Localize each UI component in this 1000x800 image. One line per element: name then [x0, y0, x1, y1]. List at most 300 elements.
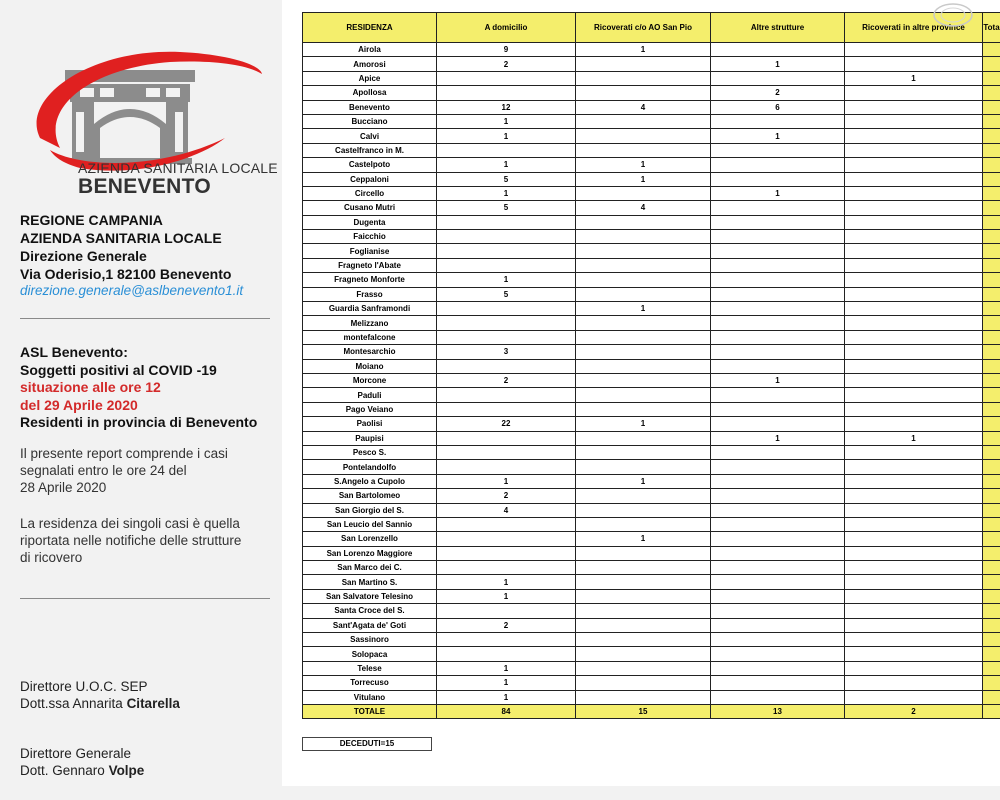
cell-value	[576, 517, 711, 531]
cell-value	[711, 503, 845, 517]
totale-value: 13	[711, 704, 845, 718]
cell-residenza: Solopaca	[303, 647, 437, 661]
table-row	[303, 546, 1000, 560]
table-row	[303, 230, 1000, 244]
cell-value	[437, 561, 576, 575]
cell-value	[845, 474, 983, 488]
cell-total	[983, 244, 1000, 258]
cell-total	[983, 575, 1000, 589]
cell-total	[983, 460, 1000, 474]
cell-value	[845, 158, 983, 172]
cell-value	[711, 287, 845, 301]
cell-value	[845, 532, 983, 546]
cell-residenza: San Leucio del Sannio	[303, 517, 437, 531]
cell-total	[983, 57, 1000, 71]
cell-value	[711, 201, 845, 215]
cell-total	[983, 172, 1000, 186]
cell-residenza: Frasso	[303, 287, 437, 301]
cell-value	[576, 86, 711, 100]
cell-value	[576, 618, 711, 632]
cell-total	[983, 287, 1000, 301]
cell-value	[711, 402, 845, 416]
cell-total	[983, 215, 1000, 229]
cell-value	[576, 690, 711, 704]
table-row	[303, 417, 1000, 431]
cell-value: 5	[437, 172, 576, 186]
cell-value: 5	[437, 287, 576, 301]
cell-value	[711, 690, 845, 704]
totale-label: TOTALE	[303, 704, 437, 718]
cell-residenza: Faicchio	[303, 230, 437, 244]
table-row	[303, 100, 1000, 114]
cell-value	[845, 661, 983, 675]
cell-value	[437, 460, 576, 474]
cell-value	[845, 690, 983, 704]
cell-value	[711, 460, 845, 474]
cell-value: 1	[711, 186, 845, 200]
cell-residenza: Sant'Agata de' Goti	[303, 618, 437, 632]
table-row	[303, 359, 1000, 373]
cell-value	[845, 100, 983, 114]
table-row	[303, 633, 1000, 647]
note2-line1: La residenza dei singoli casi è quella	[20, 516, 240, 531]
cell-residenza: Montesarchio	[303, 345, 437, 359]
cell-value	[711, 589, 845, 603]
table-row	[303, 302, 1000, 316]
cell-total	[983, 359, 1000, 373]
note2-line3: di ricovero	[20, 550, 83, 565]
cell-total	[983, 129, 1000, 143]
table-row	[303, 143, 1000, 157]
table-row	[303, 345, 1000, 359]
table-row	[303, 215, 1000, 229]
cell-residenza: Calvi	[303, 129, 437, 143]
cell-value: 1	[437, 589, 576, 603]
deceduti-box: DECEDUTI=15	[302, 737, 432, 751]
cell-value	[711, 661, 845, 675]
cell-value	[845, 172, 983, 186]
table-row	[303, 618, 1000, 632]
cell-total	[983, 604, 1000, 618]
cell-value	[576, 244, 711, 258]
cell-value: 1	[576, 474, 711, 488]
cell-total	[983, 647, 1000, 661]
cell-value: 1	[576, 532, 711, 546]
cell-value: 4	[576, 100, 711, 114]
cell-total	[983, 71, 1000, 85]
table-row	[303, 604, 1000, 618]
cell-value: 1	[845, 431, 983, 445]
cell-value	[576, 460, 711, 474]
cell-total	[983, 316, 1000, 330]
cell-value: 1	[711, 431, 845, 445]
cell-value	[576, 273, 711, 287]
cell-total	[983, 330, 1000, 344]
table-row	[303, 57, 1000, 71]
cell-value: 1	[437, 273, 576, 287]
report-scope: Residenti in provincia di Benevento	[20, 414, 258, 430]
cell-value	[437, 330, 576, 344]
cell-value: 2	[437, 57, 576, 71]
cell-residenza: Ceppaloni	[303, 172, 437, 186]
cell-total	[983, 186, 1000, 200]
cell-value	[711, 417, 845, 431]
cell-value: 1	[576, 417, 711, 431]
cell-value	[845, 561, 983, 575]
cell-value	[437, 402, 576, 416]
table-header-row	[303, 13, 1000, 43]
header-domicilio: A domicilio	[437, 13, 576, 43]
cell-value	[711, 575, 845, 589]
cell-value: 9	[437, 43, 576, 57]
cell-value	[576, 431, 711, 445]
cell-value	[711, 345, 845, 359]
cell-value	[576, 57, 711, 71]
cell-value	[576, 402, 711, 416]
cell-value	[711, 489, 845, 503]
cell-value	[845, 417, 983, 431]
cell-residenza: Fragneto l'Abate	[303, 258, 437, 272]
table-row	[303, 517, 1000, 531]
cell-value	[845, 618, 983, 632]
cell-value	[437, 359, 576, 373]
cell-value: 2	[711, 86, 845, 100]
cell-residenza: Morcone	[303, 373, 437, 387]
org-name: AZIENDA SANITARIA LOCALE	[20, 230, 222, 246]
table-row	[303, 445, 1000, 459]
cell-value	[845, 517, 983, 531]
cell-residenza: montefalcone	[303, 330, 437, 344]
cell-value: 22	[437, 417, 576, 431]
cell-residenza: San Martino S.	[303, 575, 437, 589]
totale-row	[303, 704, 1000, 718]
cell-value	[437, 546, 576, 560]
cell-residenza: Pago Veiano	[303, 402, 437, 416]
cell-value	[437, 532, 576, 546]
table-row	[303, 158, 1000, 172]
cell-residenza: Sassinoro	[303, 633, 437, 647]
cell-value	[711, 647, 845, 661]
cell-residenza: San Marco dei C.	[303, 561, 437, 575]
cell-value: 12	[437, 100, 576, 114]
cell-value: 1	[437, 158, 576, 172]
cell-value	[845, 359, 983, 373]
cell-value	[845, 633, 983, 647]
cell-total	[983, 431, 1000, 445]
cell-value	[845, 186, 983, 200]
cell-value	[576, 373, 711, 387]
cell-value	[845, 503, 983, 517]
cell-total	[983, 517, 1000, 531]
cell-residenza: Apice	[303, 71, 437, 85]
cell-value	[711, 517, 845, 531]
cell-value	[711, 71, 845, 85]
note2-line2: riportata nelle notifiche delle strutture	[20, 533, 242, 548]
cell-value	[576, 445, 711, 459]
dg-surname: Volpe	[108, 763, 145, 778]
org-region: REGIONE CAMPANIA	[20, 212, 163, 228]
cell-value	[711, 258, 845, 272]
cell-value: 1	[576, 43, 711, 57]
cell-value	[437, 230, 576, 244]
cell-value	[576, 388, 711, 402]
cell-total	[983, 589, 1000, 603]
cell-residenza: Amorosi	[303, 57, 437, 71]
cell-value	[711, 302, 845, 316]
table-row	[303, 575, 1000, 589]
cell-value: 1	[437, 474, 576, 488]
table-row	[303, 201, 1000, 215]
watermark-stamp-icon	[932, 2, 974, 28]
cell-value	[711, 143, 845, 157]
cell-value	[845, 129, 983, 143]
cell-value	[711, 244, 845, 258]
cell-value	[576, 230, 711, 244]
totale-value: 84	[437, 704, 576, 718]
email-link[interactable]: direzione.generale@aslbenevento1.it	[20, 283, 244, 298]
cell-value: 1	[437, 661, 576, 675]
note1-line2: segnalati entro le ore 24 del	[20, 463, 187, 478]
table-row	[303, 172, 1000, 186]
cell-residenza: Castelpoto	[303, 158, 437, 172]
dg-role: Direttore Generale	[20, 746, 132, 761]
cell-value	[576, 561, 711, 575]
cell-value	[576, 114, 711, 128]
cell-value	[576, 503, 711, 517]
cell-value	[845, 230, 983, 244]
cell-value	[437, 258, 576, 272]
cell-value: 2	[437, 489, 576, 503]
cell-value	[845, 244, 983, 258]
cell-value	[711, 633, 845, 647]
cell-total	[983, 503, 1000, 517]
table-row	[303, 431, 1000, 445]
report-time: situazione alle ore 12	[20, 379, 161, 395]
cell-value: 1	[437, 575, 576, 589]
cell-value	[845, 316, 983, 330]
cell-value	[576, 330, 711, 344]
table-row	[303, 532, 1000, 546]
cell-value	[437, 316, 576, 330]
cell-value	[845, 201, 983, 215]
cell-value	[576, 489, 711, 503]
table-row	[303, 316, 1000, 330]
cell-residenza: Moiano	[303, 359, 437, 373]
cell-value: 2	[437, 373, 576, 387]
cell-total	[983, 489, 1000, 503]
cell-value	[845, 287, 983, 301]
cell-value	[576, 589, 711, 603]
cell-value	[576, 143, 711, 157]
logo-caption-line1: AZIENDA SANITARIA LOCALE	[78, 160, 278, 176]
cell-total	[983, 230, 1000, 244]
cell-value	[845, 302, 983, 316]
table-row	[303, 489, 1000, 503]
table-row	[303, 661, 1000, 675]
cell-value	[845, 402, 983, 416]
cell-residenza: Dugenta	[303, 215, 437, 229]
header-totale: Tota	[983, 13, 1000, 43]
cell-value: 1	[437, 690, 576, 704]
cell-value	[437, 302, 576, 316]
cell-value	[437, 431, 576, 445]
totale-sum	[983, 704, 1000, 718]
cell-value	[437, 143, 576, 157]
cell-value	[711, 676, 845, 690]
sep-surname: Citarella	[126, 696, 180, 711]
cell-total	[983, 633, 1000, 647]
cell-residenza: S.Angelo a Cupolo	[303, 474, 437, 488]
cell-value	[845, 388, 983, 402]
cell-total	[983, 546, 1000, 560]
cell-value	[845, 330, 983, 344]
cell-value: 1	[576, 158, 711, 172]
cell-value	[711, 330, 845, 344]
cell-value	[576, 71, 711, 85]
table-row	[303, 402, 1000, 416]
divider	[20, 598, 270, 599]
cell-value	[845, 258, 983, 272]
cell-value	[576, 258, 711, 272]
cell-value: 1	[576, 172, 711, 186]
cell-value	[711, 114, 845, 128]
table-row	[303, 186, 1000, 200]
cell-residenza: Bucciano	[303, 114, 437, 128]
cell-value: 1	[437, 186, 576, 200]
cell-total	[983, 532, 1000, 546]
cell-residenza: Pontelandolfo	[303, 460, 437, 474]
header-altre-strutture: Altre strutture	[711, 13, 845, 43]
logo-caption-line2: BENEVENTO	[78, 175, 212, 198]
cell-value	[711, 359, 845, 373]
cell-residenza: Benevento	[303, 100, 437, 114]
cell-value	[576, 604, 711, 618]
cell-value: 1	[437, 129, 576, 143]
cell-value	[576, 215, 711, 229]
cell-value	[437, 86, 576, 100]
cell-total	[983, 302, 1000, 316]
table-row	[303, 114, 1000, 128]
table-row	[303, 43, 1000, 57]
cell-value: 5	[437, 201, 576, 215]
table-row	[303, 690, 1000, 704]
cell-value: 1	[437, 114, 576, 128]
cell-value	[711, 445, 845, 459]
cell-value	[576, 647, 711, 661]
cell-total	[983, 445, 1000, 459]
cell-residenza: Circello	[303, 186, 437, 200]
cell-value	[845, 460, 983, 474]
cell-value	[576, 129, 711, 143]
covid-cases-table	[302, 12, 1000, 719]
table-row	[303, 474, 1000, 488]
dg-person	[20, 762, 144, 779]
table-row	[303, 330, 1000, 344]
cell-value	[711, 230, 845, 244]
cell-residenza: Paupisi	[303, 431, 437, 445]
table-row	[303, 561, 1000, 575]
cell-residenza: San Lorenzo Maggiore	[303, 546, 437, 560]
signature-dg	[20, 745, 144, 779]
header-altre-province: Ricoverati in altre province	[845, 13, 983, 43]
cell-total	[983, 86, 1000, 100]
table-row	[303, 273, 1000, 287]
cell-value	[576, 633, 711, 647]
table-row	[303, 388, 1000, 402]
cell-value: 1	[711, 373, 845, 387]
cell-residenza: Foglianise	[303, 244, 437, 258]
cell-total	[983, 373, 1000, 387]
cell-value	[711, 604, 845, 618]
sep-prefix: Dott.ssa Annarita	[20, 696, 127, 711]
cell-residenza: Santa Croce del S.	[303, 604, 437, 618]
note1-line3: 28 Aprile 2020	[20, 480, 107, 495]
table-row	[303, 503, 1000, 517]
cell-value	[711, 273, 845, 287]
cell-residenza: Fragneto Monforte	[303, 273, 437, 287]
cell-total	[983, 402, 1000, 416]
cell-total	[983, 143, 1000, 157]
table-row	[303, 589, 1000, 603]
cell-value	[845, 445, 983, 459]
cell-total	[983, 158, 1000, 172]
cell-total	[983, 273, 1000, 287]
cell-residenza: Melizzano	[303, 316, 437, 330]
table-row	[303, 676, 1000, 690]
cell-residenza: San Bartolomeo	[303, 489, 437, 503]
cell-value	[576, 676, 711, 690]
org-address: Via Oderisio,1 82100 Benevento	[20, 266, 232, 282]
table-row	[303, 129, 1000, 143]
cell-value	[711, 474, 845, 488]
report-title-line1: ASL Benevento:	[20, 344, 128, 360]
cell-value	[437, 215, 576, 229]
cell-value	[845, 647, 983, 661]
sep-person	[20, 695, 180, 712]
cell-value	[576, 661, 711, 675]
cell-total	[983, 345, 1000, 359]
cell-value	[711, 532, 845, 546]
cell-total	[983, 618, 1000, 632]
cell-total	[983, 661, 1000, 675]
cell-value	[437, 71, 576, 85]
signature-sep	[20, 678, 180, 712]
cell-residenza: Cusano Mutri	[303, 201, 437, 215]
cell-residenza: Paduli	[303, 388, 437, 402]
cell-value	[845, 489, 983, 503]
cell-value: 1	[576, 302, 711, 316]
header-san-pio: Ricoverati c/o AO San Pio	[576, 13, 711, 43]
cell-value	[845, 575, 983, 589]
divider	[20, 318, 270, 319]
cell-value	[576, 575, 711, 589]
cell-residenza: Apollosa	[303, 86, 437, 100]
cell-value	[437, 445, 576, 459]
cell-value	[845, 589, 983, 603]
cell-value: 6	[711, 100, 845, 114]
cell-value	[845, 273, 983, 287]
report-note-2	[20, 515, 241, 566]
cell-value: 3	[437, 345, 576, 359]
cell-residenza: Pesco S.	[303, 445, 437, 459]
totale-value: 2	[845, 704, 983, 718]
cell-value: 4	[576, 201, 711, 215]
header-residenza: RESIDENZA	[303, 13, 437, 43]
cell-total	[983, 43, 1000, 57]
cell-total	[983, 561, 1000, 575]
cell-total	[983, 417, 1000, 431]
cell-residenza: Vitulano	[303, 690, 437, 704]
